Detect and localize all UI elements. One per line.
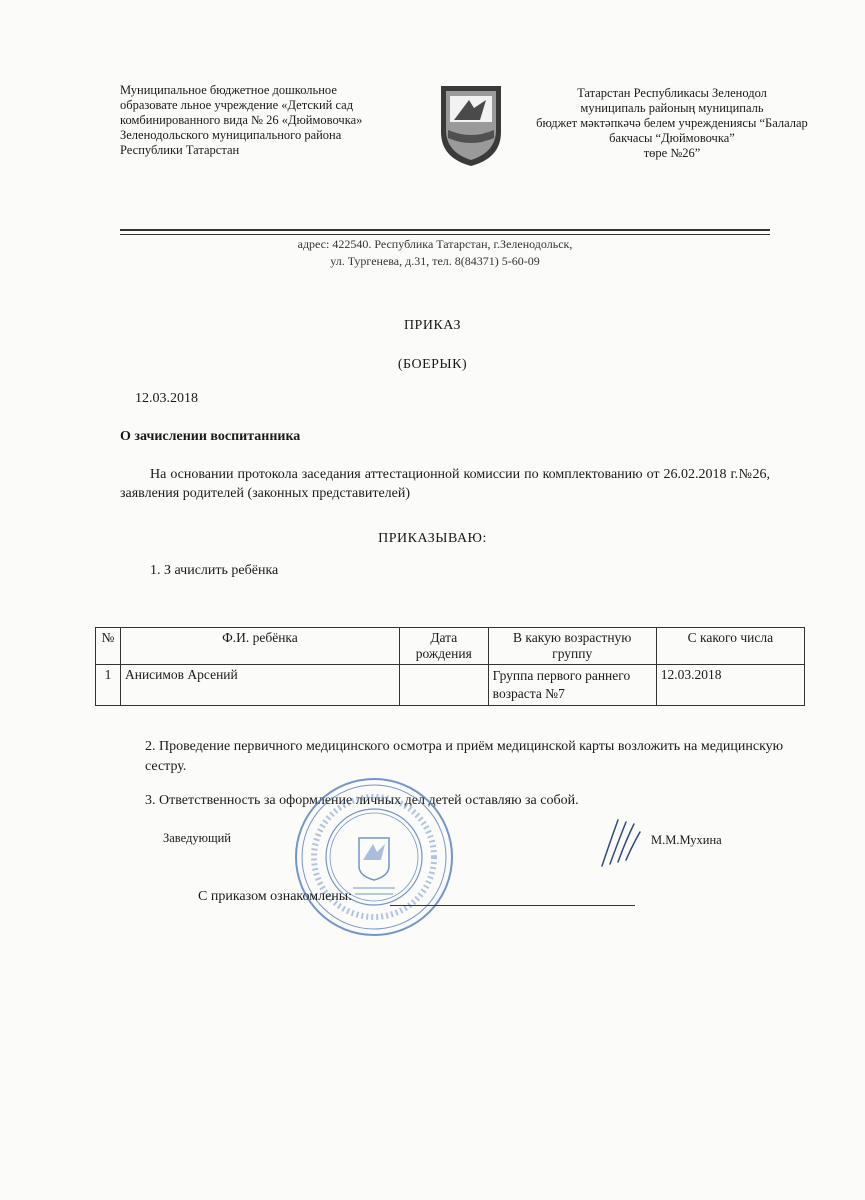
org-line: бюджет мәктәпкәчә белем учреждениясы “Балалар <box>536 116 808 130</box>
org-line: Республики Татарстан <box>120 143 240 157</box>
acknowledgement-label: С приказом ознакомлены: <box>198 889 353 904</box>
org-line: төре №26” <box>643 146 701 160</box>
col-header-group: В какую возрастную группу <box>488 628 656 665</box>
org-name-tatar <box>512 86 832 161</box>
org-line: Татарстан Республикасы Зеленодол <box>577 86 767 100</box>
order-item-1: 1. З ачислить ребёнка <box>150 563 279 578</box>
official-stamp <box>293 776 455 938</box>
signer-name: М.М.Мухина <box>651 833 722 847</box>
cell-group: Группа первого раннего возраста №7 <box>488 665 656 706</box>
org-line: образовате льное учреждение «Детский сад <box>120 98 354 112</box>
col-header-name: Ф.И. ребёнка <box>120 628 399 665</box>
cell-number: 1 <box>96 665 121 706</box>
col-header-number: № <box>96 628 121 665</box>
signer-title: Заведующий <box>163 831 231 845</box>
order-basis <box>120 465 770 503</box>
header-divider <box>120 229 770 231</box>
basis-text: На основании протокола заседания аттестационной комиссии по комплектованию от 26.02.2018 г.№26, заявления родителей (законных представителей) <box>120 467 770 501</box>
col-header-from-date: С какого числа <box>656 628 804 665</box>
org-address <box>200 236 670 270</box>
col-header-birthdate: Дата рождения <box>399 628 488 665</box>
cell-birthdate <box>399 665 488 706</box>
order-item-3: 3. Ответственность за оформление личных дел детей оставляю за собой. <box>145 793 579 808</box>
table-header-row <box>96 628 805 665</box>
order-item-2: 2. Проведение первичного медицинского осмотра и приём медицинской карты возложить на медицинскую сестру. <box>145 739 784 774</box>
org-line: Муниципальное бюджетное дошкольное <box>120 83 337 97</box>
order-title: ПРИКАЗ <box>403 318 462 333</box>
order-subtitle: (БОЕРЫК) <box>397 357 468 372</box>
coat-of-arms-icon <box>436 82 506 168</box>
org-name-russian <box>120 83 420 158</box>
handwritten-signature <box>596 812 646 870</box>
header-divider <box>120 234 770 235</box>
order-subject: О зачислении воспитанника <box>120 429 301 444</box>
address-line: ул. Тургенева, д.31, тел. 8(84371) 5-60-09 <box>330 254 540 268</box>
cell-child-name: Анисимов Арсений <box>120 665 399 706</box>
decree-heading: ПРИКАЗЫВАЮ: <box>378 531 487 546</box>
org-line: Зеленодольского муниципального района <box>120 128 342 142</box>
order-date: 12.03.2018 <box>135 391 198 406</box>
org-line: муниципаль районың муниципаль <box>580 101 764 115</box>
org-line: комбинированного вида № 26 «Дюймовочка» <box>120 113 363 127</box>
acknowledgement-line <box>390 905 635 906</box>
cell-from-date: 12.03.2018 <box>656 665 804 706</box>
address-line: адрес: 422540. Республика Татарстан, г.Зеленодольск, <box>297 237 573 251</box>
org-line: бакчасы “Дюймовочка” <box>609 131 735 145</box>
enrollment-table <box>95 627 805 706</box>
table-row <box>96 665 805 706</box>
